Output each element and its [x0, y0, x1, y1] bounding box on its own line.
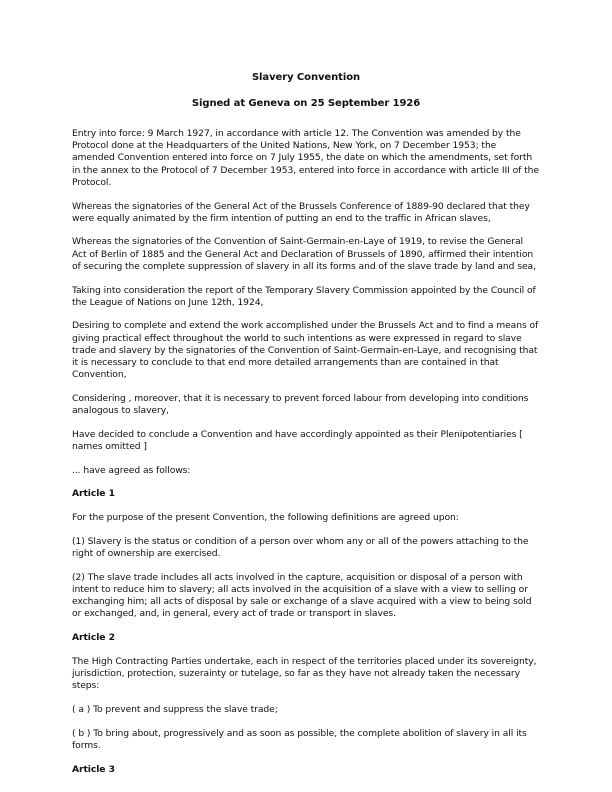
article-1-heading: Article 1 — [72, 488, 115, 500]
article-3-heading: Article 3 — [72, 763, 115, 775]
article-2-intro: The High Contracting Parties undertake, each in respect of the territories placed under its sovereignty, jurisdiction, protection, suzerainty or tutelage, so far as they have not already taken the necessary steps: — [72, 655, 537, 692]
desiring-paragraph: Desiring to complete and extend the work accomplished under the Brussels Act and to find a means of giving practical effect throughout the world to such intentions as were expressed in regard to slave trade and slavery by the signatories of the Convention of Saint-Germain-en-Laye, and recognising that it is necessary to conclude to that end more detailed arrangements than are contained in that Convention, — [72, 320, 539, 381]
article-2-item-a: ( a ) To prevent and suppress the slave trade; — [72, 703, 278, 715]
article-1-item-2: (2) The slave trade includes all acts involved in the capture, acquisition or disposal of a person with intent to reduce him to slavery; all acts involved in the acquisition of a slave with a view to selling or exchanging him; all acts of disposal by sale or exchange of a slave acquired with a view to being sold or exchanged, and, in general, every act of trade or transport in slaves. — [72, 571, 532, 620]
document-page — [72, 72, 540, 787]
whereas-saint-germain-paragraph: Whereas the signatories of the Convention of Saint-Germain-en-Laye of 1919, to revise the General Act of Berlin of 1885 and the General Act and Declaration of Brussels of 1890, affirmed their intention of securing the complete suppression of slavery in all its forms and of the slave trade by land and sea, — [72, 236, 536, 272]
considering-paragraph: Considering , moreover, that it is necessary to prevent forced labour from developing into conditions analogous to slavery, — [72, 392, 529, 417]
taking-into-consideration-paragraph: Taking into consideration the report of the Temporary Slavery Commission appointed by the Council of the League of Nations on June 12th, 1924, — [72, 284, 536, 308]
document-title: Slavery Convention — [251, 72, 361, 83]
article-2-heading: Article 2 — [72, 632, 115, 644]
whereas-brussels-paragraph: Whereas the signatories of the General Act of the Brussels Conference of 1889-90 declared that they were equally animated by the firm intention of putting an end to the traffic in African slaves, — [72, 200, 530, 224]
article-1-intro: For the purpose of the present Convention, the following definitions are agreed upon: — [72, 512, 459, 524]
article-2-item-b: ( b ) To bring about, progressively and as soon as possible, the complete abolition of slavery in all its forms. — [72, 727, 527, 751]
agreed-paragraph: ... have agreed as follows: — [72, 464, 191, 476]
plenipotentiaries-paragraph: Have decided to conclude a Convention and have accordingly appointed as their Plenipotentiaries [ names omitted ] — [72, 428, 523, 453]
document-subtitle: Signed at Geneva on 25 September 1926 — [191, 98, 421, 109]
article-1-item-1: (1) Slavery is the status or condition of a person over whom any or all of the powers attaching to the right of ownership are exercised. — [72, 535, 529, 560]
entry-into-force-paragraph: Entry into force: 9 March 1927, in accordance with article 12. The Convention was amended by the Protocol done at the Headquarters of the United Nations, New York, on 7 December 1953; the amended Convention entered into force on 7 July 1955, the date on which the amendments, set forth in the annex to the Protocol of 7 December 1953, entered into force in accordance with article III of the Protocol. — [72, 128, 539, 188]
